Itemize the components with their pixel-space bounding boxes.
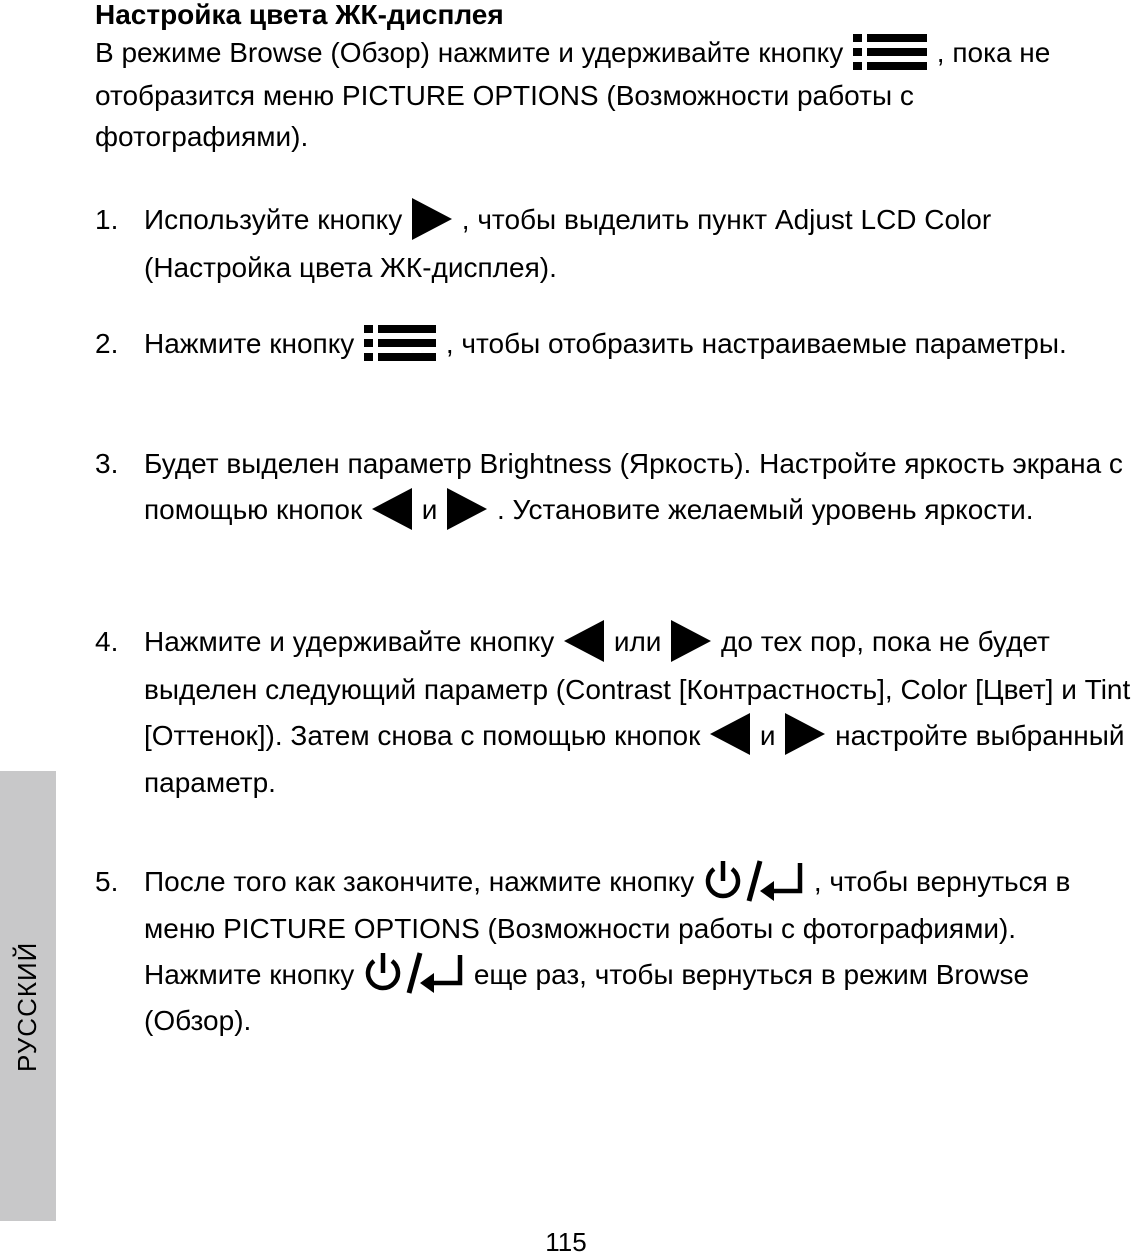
intro-paragraph bbox=[95, 32, 1130, 157]
step-text: Используйте кнопку bbox=[144, 204, 403, 235]
step-text: , чтобы вернуться в меню PICTURE OPTIONS (Возможности работы с фотографиями). Нажмите кнопку bbox=[144, 866, 1071, 990]
step-text: и bbox=[759, 719, 776, 751]
right-arrow-icon bbox=[783, 711, 827, 757]
step-text: . Установите желаемый уровень яркости. bbox=[497, 494, 1034, 525]
intro-text-1: В режиме Browse (Обзор) нажмите и удерживайте кнопку bbox=[95, 37, 844, 68]
list-item bbox=[95, 321, 1132, 367]
step-text: и bbox=[421, 494, 438, 525]
page-title: Настройка цвета ЖК-дисплея bbox=[95, 0, 504, 30]
step-text: до тех пор, пока не будет выделен следующий параметр (Contrast [Контрастность], Color [Цвет] и Tint [Оттенок]). Затем снова с помощью кнопок bbox=[144, 626, 1131, 751]
step-text: , чтобы выделить пункт Adjust LCD Color (Настройка цвета ЖК-дисплея). bbox=[144, 204, 992, 283]
step-text: еще раз, чтобы вернуться в режим Browse (Обзор). bbox=[144, 958, 1030, 1037]
menu-icon bbox=[362, 323, 438, 363]
left-arrow-icon bbox=[370, 486, 414, 532]
menu-icon bbox=[851, 32, 929, 72]
right-arrow-icon bbox=[669, 618, 713, 664]
page-number: 115 bbox=[545, 1227, 587, 1257]
step-text: , чтобы отобразить настраиваемые параметры. bbox=[445, 328, 1067, 359]
power-enter-icon bbox=[702, 859, 806, 903]
power-enter-icon bbox=[362, 951, 466, 995]
intro-text-2: , пока не отобразится меню PICTURE OPTIONS (Возможности работы с фотографиями). bbox=[95, 37, 1051, 152]
step-number: 3. bbox=[95, 448, 119, 479]
step-text: Нажмите кнопку bbox=[144, 328, 355, 359]
left-arrow-icon bbox=[562, 618, 606, 664]
step-number: 2. bbox=[95, 328, 119, 359]
language-label: РУССКИЙ bbox=[12, 941, 42, 1072]
step-number: 1. bbox=[95, 204, 119, 235]
step-text: настройте выбранный параметр. bbox=[144, 719, 1125, 799]
step-number: 4. bbox=[95, 626, 119, 657]
step-text: или bbox=[613, 626, 662, 657]
step-text: Будет выделен параметр Brightness (Яркость). Настройте яркость экрана с помощью кнопок bbox=[144, 448, 1123, 525]
list-item bbox=[95, 441, 1132, 535]
right-arrow-icon bbox=[445, 486, 489, 532]
list-item bbox=[95, 619, 1132, 806]
list-item bbox=[95, 859, 1132, 1044]
list-item bbox=[95, 197, 1132, 291]
left-arrow-icon bbox=[708, 711, 752, 757]
right-arrow-icon bbox=[410, 196, 454, 242]
step-number: 5. bbox=[95, 866, 119, 897]
step-text: Нажмите и удерживайте кнопку bbox=[144, 626, 555, 657]
step-text: После того как закончите, нажмите кнопку bbox=[144, 866, 695, 897]
